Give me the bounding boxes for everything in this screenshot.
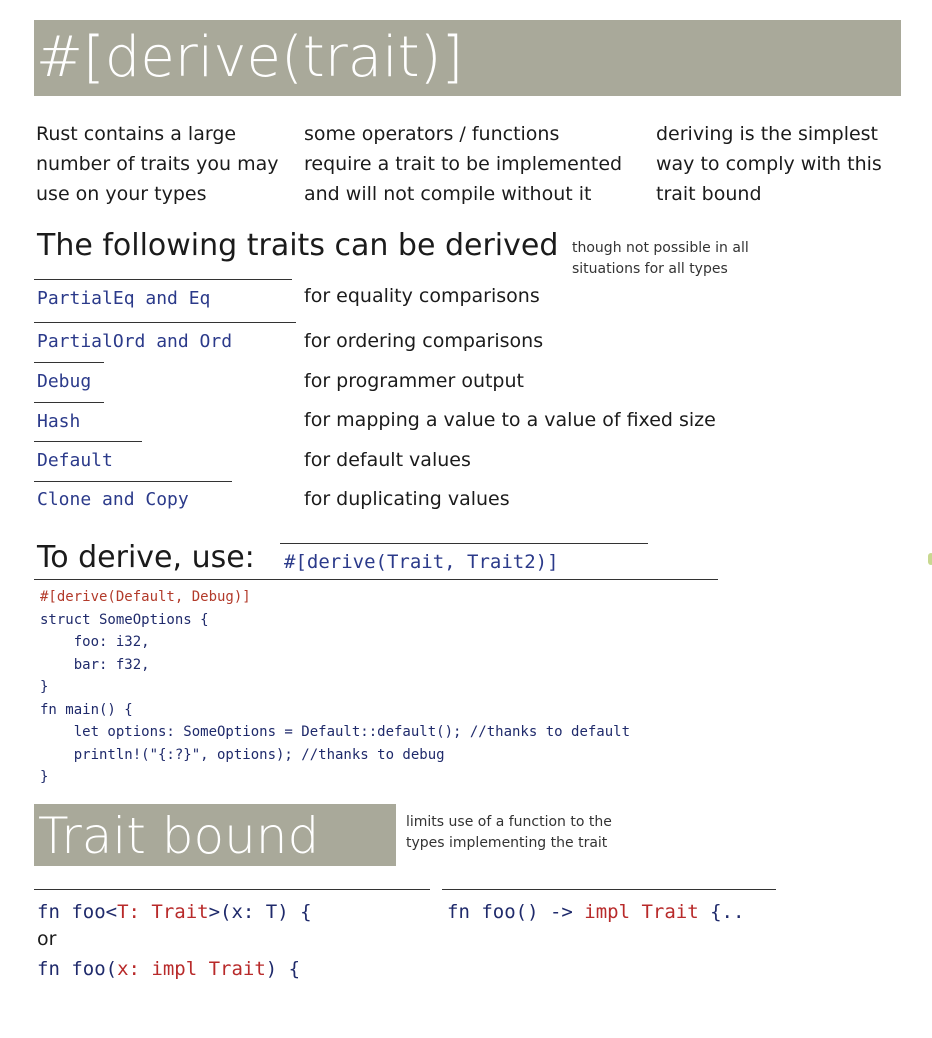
sig-part: >(x: T) { <box>208 901 312 923</box>
divider <box>442 889 776 890</box>
intro-column-1 <box>36 119 278 209</box>
trait-desc-debug: for programmer output <box>304 370 524 392</box>
code-line: struct SomeOptions { <box>40 611 209 628</box>
intro-line: way to comply with this <box>656 153 882 175</box>
trait-name-partialeq: PartialEq and Eq <box>37 288 211 309</box>
code-line: foo: i32, <box>40 634 150 650</box>
decorative-dot <box>928 553 932 565</box>
note-line: limits use of a function to the <box>406 814 612 830</box>
intro-column-3 <box>656 119 882 209</box>
code-attribute-line: #[derive(Default, Debug)] <box>40 589 251 605</box>
note-line: though not possible in all <box>572 240 749 256</box>
impl-return-signature <box>447 901 744 923</box>
divider <box>34 362 104 363</box>
page-title: #[derive(trait)] <box>34 20 901 96</box>
intro-line: and will not compile without it <box>304 183 592 205</box>
trait-desc-default: for default values <box>304 449 471 471</box>
derivable-heading: The following traits can be derived <box>37 228 559 263</box>
code-line: } <box>40 769 49 785</box>
trait-name-hash: Hash <box>37 411 81 432</box>
code-line: bar: f32, <box>40 656 150 673</box>
trait-desc-clone: for duplicating values <box>304 488 510 510</box>
sig-part: {.. <box>698 901 745 923</box>
trait-desc-partialord: for ordering comparisons <box>304 330 544 352</box>
code-line: println!("{:?}", options); //thanks to debug <box>40 746 445 763</box>
code-line: let options: SomeOptions = Default::default(); //thanks to default <box>40 724 631 740</box>
sig-keyword: x: impl Trait <box>117 958 266 980</box>
trait-name-debug: Debug <box>37 371 92 392</box>
divider <box>34 579 718 580</box>
sig-part: fn foo( <box>37 958 118 980</box>
trait-name-clone: Clone and Copy <box>37 489 189 510</box>
derive-syntax: #[derive(Trait, Trait2)] <box>284 551 559 573</box>
intro-line: Rust contains a large <box>36 123 237 145</box>
derivable-note <box>572 238 749 280</box>
divider <box>34 441 142 442</box>
note-line: situations for all types <box>572 261 728 277</box>
code-line: fn main() { <box>40 701 133 718</box>
note-line: types implementing the trait <box>406 835 608 851</box>
trait-desc-partialeq: for equality comparisons <box>304 285 540 307</box>
trait-bound-title: Trait bound <box>34 804 396 866</box>
intro-line: require a trait to be implemented <box>304 153 623 175</box>
intro-line: deriving is the simplest <box>656 123 879 145</box>
sig-part: ) { <box>265 958 301 980</box>
usage-heading: To derive, use: <box>37 540 255 575</box>
trait-desc-hash: for mapping a value to a value of fixed size <box>304 409 716 431</box>
trait-name-partialord: PartialOrd and Ord <box>37 331 233 352</box>
code-example <box>40 586 630 789</box>
intro-column-2 <box>304 119 622 209</box>
or-text: or <box>37 928 57 950</box>
generic-signature <box>37 901 312 923</box>
divider <box>280 543 648 544</box>
sig-keyword: impl Trait <box>584 901 699 923</box>
sig-keyword: T: Trait <box>117 901 209 923</box>
intro-line: trait bound <box>656 183 762 205</box>
divider <box>34 889 430 890</box>
sig-part: fn foo() -> <box>447 901 585 923</box>
code-line: } <box>40 679 49 695</box>
intro-line: use on your types <box>36 183 207 205</box>
trait-name-default: Default <box>37 450 113 471</box>
divider <box>34 279 292 280</box>
intro-line: some operators / functions <box>304 123 560 145</box>
divider <box>34 322 296 323</box>
trait-bound-note <box>406 812 612 854</box>
divider <box>34 481 232 482</box>
sig-part: fn foo< <box>37 901 118 923</box>
impl-arg-signature <box>37 958 300 980</box>
intro-line: number of traits you may <box>36 153 279 175</box>
divider <box>34 402 104 403</box>
